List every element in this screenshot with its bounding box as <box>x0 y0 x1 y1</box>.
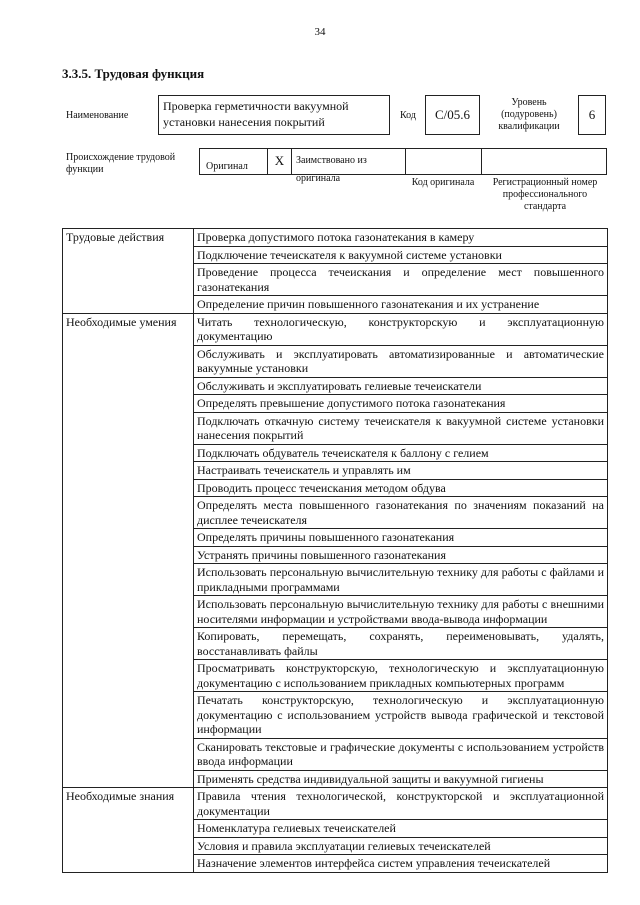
function-details-table <box>62 228 608 873</box>
origin-reg-caption: Регистрационный номер профессионального стандарта <box>492 177 598 212</box>
group-label-cell <box>63 660 194 692</box>
origin-mark-cell <box>268 149 292 174</box>
group-label-cell <box>63 444 194 462</box>
group-label-cell <box>63 395 194 413</box>
table-cell-item: Определение причин повышенного газонатекания и их устранение <box>194 296 608 314</box>
table-cell-item: Читать технологическую, конструкторскую и эксплуатационную документацию <box>194 313 608 345</box>
group-label-cell <box>63 596 194 628</box>
function-code-value: C/05.6 <box>425 95 480 135</box>
table-cell-item: Подключать откачную систему течеискателя к вакуумной системе установки нанесения покрытий <box>194 412 608 444</box>
group-label-cell: Необходимые умения <box>63 313 194 345</box>
group-label-cell <box>63 770 194 788</box>
table-cell-item: Печатать конструкторскую, технологическую и эксплуатационную документацию с использованием устройств вывода графической и текстовой информации <box>194 692 608 739</box>
group-label-cell <box>63 564 194 596</box>
table-row <box>63 229 608 247</box>
table-cell-item: Сканировать текстовые и графические документы с использованием устройств ввода информации <box>194 738 608 770</box>
table-cell-item: Проводить процесс течеискания методом обдува <box>194 479 608 497</box>
group-label-cell <box>63 497 194 529</box>
table-row <box>63 296 608 314</box>
table-row <box>63 444 608 462</box>
table-row <box>63 345 608 377</box>
group-label-cell <box>63 738 194 770</box>
origin-borrowed-label: Заимствовано из оригинала <box>296 155 367 184</box>
group-label-cell <box>63 529 194 547</box>
origin-code-cell <box>406 149 482 174</box>
group-label-cell <box>63 820 194 838</box>
group-label-cell <box>63 377 194 395</box>
table-row <box>63 770 608 788</box>
table-cell-item: Определять причины повышенного газонатекания <box>194 529 608 547</box>
group-label-cell <box>63 462 194 480</box>
table-row <box>63 246 608 264</box>
code-label: Код <box>400 110 416 121</box>
table-row <box>63 412 608 444</box>
table-row <box>63 596 608 628</box>
group-label-cell <box>63 296 194 314</box>
table-cell-item: Копировать, перемещать, сохранять, переименовывать, удалять, восстанавливать файлы <box>194 628 608 660</box>
section-title: 3.3.5. Трудовая функция <box>62 66 205 81</box>
table-cell-item: Проверка допустимого потока газонатекания в камеру <box>194 229 608 247</box>
table-row <box>63 837 608 855</box>
table-cell-item: Определять превышение допустимого потока газонатекания <box>194 395 608 413</box>
origin-original-mark: X <box>274 153 285 168</box>
group-label-cell <box>63 855 194 873</box>
table-cell-item: Правила чтения технологической, конструкторской и эксплуатационной документации <box>194 788 608 820</box>
group-label-cell <box>63 546 194 564</box>
table-row <box>63 564 608 596</box>
group-label-cell <box>63 246 194 264</box>
table-row <box>63 377 608 395</box>
table-row <box>63 738 608 770</box>
table-cell-item: Применять средства индивидуальной защиты и вакуумной гигиены <box>194 770 608 788</box>
table-row <box>63 395 608 413</box>
table-row <box>63 820 608 838</box>
table-cell-item: Просматривать конструкторскую, технологическую и эксплуатационную документацию с использованием прикладных компьютерных программ <box>194 660 608 692</box>
group-label-cell: Необходимые знания <box>63 788 194 820</box>
table-cell-item: Обслуживать и эксплуатировать автоматизированные и автоматические вакуумные установки <box>194 345 608 377</box>
table-row <box>63 313 608 345</box>
table-row <box>63 479 608 497</box>
table-row <box>63 660 608 692</box>
group-label-cell <box>63 692 194 739</box>
group-label-cell <box>63 412 194 444</box>
table-row <box>63 497 608 529</box>
table-cell-item: Использовать персональную вычислительную технику для работы с файлами и прикладными программами <box>194 564 608 596</box>
table-row <box>63 692 608 739</box>
table-cell-item: Использовать персональную вычислительную технику для работы с внешними носителями информации и устройствами ввода-вывода информации <box>194 596 608 628</box>
level-label: Уровень (подуровень) квалификации <box>498 97 560 132</box>
group-label-cell <box>63 479 194 497</box>
group-label-cell <box>63 837 194 855</box>
table-cell-item: Подключать обдуватель течеискателя к баллону с гелием <box>194 444 608 462</box>
origin-code-caption: Код оригинала <box>411 177 475 188</box>
group-label-cell <box>63 264 194 296</box>
origin-label: Происхождение трудовой функции <box>66 152 176 175</box>
origin-reg-cell <box>482 149 606 174</box>
origin-original-cell <box>200 149 268 174</box>
table-row <box>63 788 608 820</box>
table-cell-item: Устранять причины повышенного газонатекания <box>194 546 608 564</box>
table-row <box>63 462 608 480</box>
table-cell-item: Номенклатура гелиевых течеискателей <box>194 820 608 838</box>
function-name-value: Проверка герметичности вакуумной установки нанесения покрытий <box>158 95 390 135</box>
table-cell-item: Подключение течеискателя к вакуумной системе установки <box>194 246 608 264</box>
table-cell-item: Обслуживать и эксплуатировать гелиевые течеискатели <box>194 377 608 395</box>
group-label-cell <box>63 345 194 377</box>
table-cell-item: Настраивать течеискатель и управлять им <box>194 462 608 480</box>
table-row <box>63 546 608 564</box>
origin-original-label: Оригинал <box>206 161 248 172</box>
table-row <box>63 264 608 296</box>
page-number: 34 <box>314 26 326 38</box>
table-cell-item: Проведение процесса течеискания и определение мест повышенного газонатекания <box>194 264 608 296</box>
origin-borrowed-cell <box>292 149 406 184</box>
group-label-cell: Трудовые действия <box>63 229 194 247</box>
level-value: 6 <box>578 95 606 135</box>
name-label: Наименование <box>66 110 129 121</box>
table-cell-item: Условия и правила эксплуатации гелиевых течеискателей <box>194 837 608 855</box>
group-label-cell <box>63 628 194 660</box>
table-row <box>63 855 608 873</box>
table-cell-item: Назначение элементов интерфейса систем управления течеискателей <box>194 855 608 873</box>
table-cell-item: Определять места повышенного газонатекания по значениям показаний на дисплее течеискателя <box>194 497 608 529</box>
table-row <box>63 628 608 660</box>
table-row <box>63 529 608 547</box>
